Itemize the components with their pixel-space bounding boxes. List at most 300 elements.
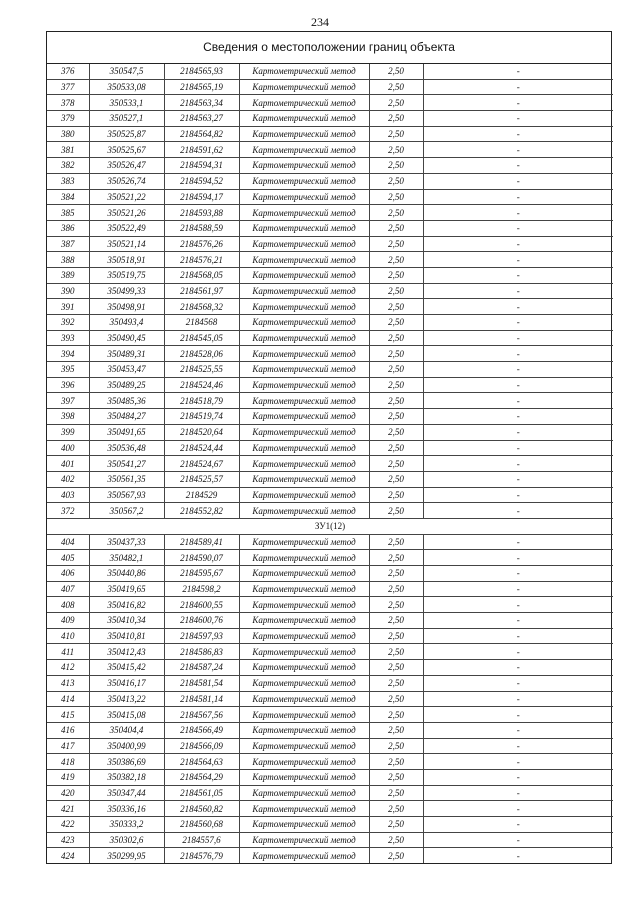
y-coordinate-cell: 2184591,62	[164, 142, 239, 158]
description-cell: -	[423, 581, 613, 597]
point-number-cell: 423	[47, 832, 89, 848]
accuracy-cell: 2,50	[369, 550, 423, 566]
table-row	[47, 597, 613, 613]
accuracy-cell: 2,50	[369, 471, 423, 487]
accuracy-cell: 2,50	[369, 503, 423, 519]
accuracy-cell: 2,50	[369, 534, 423, 550]
point-number-cell: 416	[47, 722, 89, 738]
x-coordinate-cell: 350484,27	[89, 409, 164, 425]
point-number-cell: 391	[47, 299, 89, 315]
y-coordinate-cell: 2184565,19	[164, 79, 239, 95]
point-number-cell: 390	[47, 283, 89, 299]
y-coordinate-cell: 2184524,46	[164, 377, 239, 393]
table-row	[47, 158, 613, 174]
x-coordinate-cell: 350521,22	[89, 189, 164, 205]
accuracy-cell: 2,50	[369, 785, 423, 801]
method-cell: Картометрический метод	[239, 566, 369, 582]
description-cell: -	[423, 471, 613, 487]
y-coordinate-cell: 2184587,24	[164, 660, 239, 676]
x-coordinate-cell: 350482,1	[89, 550, 164, 566]
y-coordinate-cell: 2184564,82	[164, 126, 239, 142]
table-row	[47, 754, 613, 770]
y-coordinate-cell: 2184564,63	[164, 754, 239, 770]
method-cell: Картометрический метод	[239, 236, 369, 252]
accuracy-cell: 2,50	[369, 566, 423, 582]
accuracy-cell: 2,50	[369, 205, 423, 221]
y-coordinate-cell: 2184565,93	[164, 64, 239, 79]
table-row	[47, 738, 613, 754]
accuracy-cell: 2,50	[369, 142, 423, 158]
y-coordinate-cell: 2184576,26	[164, 236, 239, 252]
description-cell: -	[423, 220, 613, 236]
point-number-cell: 419	[47, 769, 89, 785]
table-row	[47, 503, 613, 519]
x-coordinate-cell: 350382,18	[89, 769, 164, 785]
table-row	[47, 456, 613, 472]
table-row	[47, 785, 613, 801]
table-row	[47, 189, 613, 205]
x-coordinate-cell: 350410,34	[89, 613, 164, 629]
table-row	[47, 424, 613, 440]
x-coordinate-cell: 350416,82	[89, 597, 164, 613]
point-number-cell: 401	[47, 456, 89, 472]
accuracy-cell: 2,50	[369, 409, 423, 425]
accuracy-cell: 2,50	[369, 111, 423, 127]
x-coordinate-cell: 350416,17	[89, 675, 164, 691]
x-coordinate-cell: 350386,69	[89, 754, 164, 770]
point-number-cell: 408	[47, 597, 89, 613]
description-cell: -	[423, 158, 613, 174]
y-coordinate-cell: 2184568,05	[164, 267, 239, 283]
accuracy-cell: 2,50	[369, 64, 423, 79]
y-coordinate-cell: 2184581,54	[164, 675, 239, 691]
method-cell: Картометрический метод	[239, 267, 369, 283]
method-cell: Картометрический метод	[239, 832, 369, 848]
y-coordinate-cell: 2184581,14	[164, 691, 239, 707]
y-coordinate-cell: 2184545,05	[164, 330, 239, 346]
method-cell: Картометрический метод	[239, 503, 369, 519]
method-cell: Картометрический метод	[239, 126, 369, 142]
y-coordinate-cell: 2184561,05	[164, 785, 239, 801]
point-number-cell: 424	[47, 848, 89, 863]
y-coordinate-cell: 2184518,79	[164, 393, 239, 409]
point-number-cell: 388	[47, 252, 89, 268]
accuracy-cell: 2,50	[369, 628, 423, 644]
x-coordinate-cell: 350521,26	[89, 205, 164, 221]
accuracy-cell: 2,50	[369, 252, 423, 268]
x-coordinate-cell: 350347,44	[89, 785, 164, 801]
y-coordinate-cell: 2184552,82	[164, 503, 239, 519]
accuracy-cell: 2,50	[369, 801, 423, 817]
table-row	[47, 550, 613, 566]
table-row	[47, 801, 613, 817]
y-coordinate-cell: 2184563,34	[164, 95, 239, 111]
table-row	[47, 628, 613, 644]
description-cell: -	[423, 95, 613, 111]
method-cell: Картометрический метод	[239, 283, 369, 299]
point-number-cell: 411	[47, 644, 89, 660]
point-number-cell: 406	[47, 566, 89, 582]
x-coordinate-cell: 350519,75	[89, 267, 164, 283]
method-cell: Картометрический метод	[239, 362, 369, 378]
point-number-cell: 383	[47, 173, 89, 189]
x-coordinate-cell: 350491,65	[89, 424, 164, 440]
y-coordinate-cell: 2184600,76	[164, 613, 239, 629]
x-coordinate-cell: 350419,65	[89, 581, 164, 597]
point-number-cell: 372	[47, 503, 89, 519]
table-row	[47, 252, 613, 268]
method-cell: Картометрический метод	[239, 707, 369, 723]
point-number-cell: 381	[47, 142, 89, 158]
x-coordinate-cell: 350526,74	[89, 173, 164, 189]
accuracy-cell: 2,50	[369, 675, 423, 691]
x-coordinate-cell: 350536,48	[89, 440, 164, 456]
table-row	[47, 330, 613, 346]
x-coordinate-cell: 350299,95	[89, 848, 164, 863]
table-row	[47, 267, 613, 283]
table-row	[47, 126, 613, 142]
method-cell: Картометрический метод	[239, 79, 369, 95]
table-row	[47, 566, 613, 582]
description-cell: -	[423, 738, 613, 754]
x-coordinate-cell: 350413,22	[89, 691, 164, 707]
point-number-cell: 404	[47, 534, 89, 550]
point-number-cell: 412	[47, 660, 89, 676]
x-coordinate-cell: 350437,33	[89, 534, 164, 550]
method-cell: Картометрический метод	[239, 189, 369, 205]
point-number-cell: 384	[47, 189, 89, 205]
x-coordinate-cell: 350489,31	[89, 346, 164, 362]
x-coordinate-cell: 350526,47	[89, 158, 164, 174]
y-coordinate-cell: 2184529	[164, 487, 239, 503]
x-coordinate-cell: 350499,33	[89, 283, 164, 299]
x-coordinate-cell: 350302,6	[89, 832, 164, 848]
table-row	[47, 142, 613, 158]
y-coordinate-cell: 2184586,83	[164, 644, 239, 660]
method-cell: Картометрический метод	[239, 64, 369, 79]
description-cell: -	[516, 850, 520, 861]
x-coordinate-cell: 350525,87	[89, 126, 164, 142]
table-row	[47, 660, 613, 676]
description-cell: -	[423, 346, 613, 362]
table-row	[47, 346, 613, 362]
point-number-cell: 393	[47, 330, 89, 346]
description-cell: -	[423, 252, 613, 268]
y-coordinate-cell: 2184519,74	[164, 409, 239, 425]
description-cell: -	[423, 550, 613, 566]
accuracy-cell: 2,50	[369, 267, 423, 283]
x-coordinate-cell: 350333,2	[89, 817, 164, 833]
accuracy-cell: 2,50	[369, 79, 423, 95]
accuracy-cell: 2,50	[369, 236, 423, 252]
method-cell: Картометрический метод	[239, 628, 369, 644]
method-cell: Картометрический метод	[239, 801, 369, 817]
accuracy-cell: 2,50	[369, 487, 423, 503]
table-row	[47, 409, 613, 425]
point-number-cell: 378	[47, 95, 89, 111]
description-cell: -	[423, 424, 613, 440]
x-coordinate-cell: 350415,08	[89, 707, 164, 723]
accuracy-cell: 2,50	[369, 330, 423, 346]
table-row	[47, 769, 613, 785]
accuracy-cell: 2,50	[369, 424, 423, 440]
table-row	[47, 236, 613, 252]
x-coordinate-cell: 350490,45	[89, 330, 164, 346]
x-coordinate-cell: 350567,93	[89, 487, 164, 503]
description-cell: -	[423, 832, 613, 848]
description-cell: -	[423, 267, 613, 283]
page-number: 234	[311, 15, 329, 29]
table-row	[47, 691, 613, 707]
accuracy-cell: 2,50	[369, 173, 423, 189]
y-coordinate-cell: 2184567,56	[164, 707, 239, 723]
point-number-cell: 399	[47, 424, 89, 440]
description-cell: -	[423, 503, 613, 519]
y-coordinate-cell: 2184576,79	[164, 848, 239, 863]
accuracy-cell: 2,50	[369, 832, 423, 848]
method-cell: Картометрический метод	[239, 487, 369, 503]
x-coordinate-cell: 350533,1	[89, 95, 164, 111]
description-cell: -	[423, 64, 613, 79]
accuracy-cell: 2,50	[369, 362, 423, 378]
y-coordinate-cell: 2184588,59	[164, 220, 239, 236]
description-cell: -	[423, 817, 613, 833]
description-cell: -	[423, 393, 613, 409]
method-cell: Картометрический метод	[239, 738, 369, 754]
point-number-cell: 422	[47, 817, 89, 833]
table-row	[47, 471, 613, 487]
method-cell: Картометрический метод	[239, 769, 369, 785]
method-cell: Картометрический метод	[239, 111, 369, 127]
x-coordinate-cell: 350485,36	[89, 393, 164, 409]
table-row	[47, 173, 613, 189]
y-coordinate-cell: 2184560,68	[164, 817, 239, 833]
point-number-cell: 376	[47, 64, 89, 79]
accuracy-cell: 2,50	[369, 315, 423, 331]
accuracy-cell: 2,50	[369, 189, 423, 205]
description-cell: -	[423, 126, 613, 142]
point-number-cell: 396	[47, 377, 89, 393]
y-coordinate-cell: 2184568	[164, 315, 239, 331]
method-cell: Картометрический метод	[239, 393, 369, 409]
method-cell: Картометрический метод	[239, 299, 369, 315]
coordinates-table	[47, 64, 613, 863]
method-cell: Картометрический метод	[239, 644, 369, 660]
accuracy-cell: 2,50	[369, 283, 423, 299]
accuracy-cell: 2,50	[369, 126, 423, 142]
table-row	[47, 487, 613, 503]
point-number-cell: 395	[47, 362, 89, 378]
description-cell: -	[423, 644, 613, 660]
y-coordinate-cell: 2184598,2	[164, 581, 239, 597]
description-cell: -	[423, 79, 613, 95]
description-cell: -	[423, 675, 613, 691]
coordinates-table-body	[47, 64, 613, 863]
accuracy-cell: 2,50	[369, 377, 423, 393]
x-coordinate-cell: 350410,81	[89, 628, 164, 644]
method-cell: Картометрический метод	[239, 817, 369, 833]
method-cell: Картометрический метод	[239, 424, 369, 440]
table-row	[47, 848, 613, 863]
table-row	[47, 111, 613, 127]
table-row	[47, 534, 613, 550]
accuracy-cell: 2,50	[369, 299, 423, 315]
x-coordinate-cell: 350489,25	[89, 377, 164, 393]
x-coordinate-cell: 350415,42	[89, 660, 164, 676]
accuracy-cell: 2,50	[369, 346, 423, 362]
description-cell: -	[423, 613, 613, 629]
accuracy-cell: 2,50	[369, 644, 423, 660]
method-cell: Картометрический метод	[239, 440, 369, 456]
accuracy-cell: 2,50	[369, 456, 423, 472]
table-row	[47, 817, 613, 833]
description-cell: -	[423, 597, 613, 613]
table-row	[47, 299, 613, 315]
method-cell: Картометрический метод	[239, 754, 369, 770]
point-number-cell: 407	[47, 581, 89, 597]
accuracy-cell: 2,50	[369, 769, 423, 785]
point-number-cell: 400	[47, 440, 89, 456]
x-coordinate-cell: 350521,14	[89, 236, 164, 252]
y-coordinate-cell: 2184576,21	[164, 252, 239, 268]
y-coordinate-cell: 2184561,97	[164, 283, 239, 299]
table-row	[47, 377, 613, 393]
method-cell: Картометрический метод	[239, 95, 369, 111]
y-coordinate-cell: 2184525,57	[164, 471, 239, 487]
accuracy-cell: 2,50	[369, 440, 423, 456]
method-cell: Картометрический метод	[239, 409, 369, 425]
description-cell: -	[423, 377, 613, 393]
description-cell: -	[423, 628, 613, 644]
section-label: ЗУ1(12)	[47, 518, 613, 534]
description-cell: -	[423, 362, 613, 378]
accuracy-cell: 2,50	[369, 691, 423, 707]
x-coordinate-cell: 350533,08	[89, 79, 164, 95]
x-coordinate-cell: 350547,5	[89, 64, 164, 79]
method-cell: Картометрический метод	[239, 205, 369, 221]
method-cell: Картометрический метод	[239, 158, 369, 174]
point-number-cell: 385	[47, 205, 89, 221]
method-cell: Картометрический метод	[239, 173, 369, 189]
table-row	[47, 722, 613, 738]
accuracy-cell: 2,50	[369, 613, 423, 629]
point-number-cell: 402	[47, 471, 89, 487]
y-coordinate-cell: 2184563,27	[164, 111, 239, 127]
point-number-cell: 386	[47, 220, 89, 236]
table-row	[47, 675, 613, 691]
y-coordinate-cell: 2184525,55	[164, 362, 239, 378]
y-coordinate-cell: 2184594,52	[164, 173, 239, 189]
table-row	[47, 205, 613, 221]
table-row	[47, 362, 613, 378]
coordinates-sheet	[46, 31, 612, 864]
method-cell: Картометрический метод	[239, 675, 369, 691]
x-coordinate-cell: 350400,99	[89, 738, 164, 754]
description-cell: -	[423, 754, 613, 770]
y-coordinate-cell: 2184524,44	[164, 440, 239, 456]
y-coordinate-cell: 2184568,32	[164, 299, 239, 315]
point-number-cell: 382	[47, 158, 89, 174]
description-cell: -	[423, 330, 613, 346]
description-cell: -	[423, 236, 613, 252]
method-cell: Картометрический метод	[239, 456, 369, 472]
method-cell: Картометрический метод	[239, 660, 369, 676]
method-cell: Картометрический метод	[239, 315, 369, 331]
accuracy-cell: 2,50	[369, 722, 423, 738]
x-coordinate-cell: 350522,49	[89, 220, 164, 236]
y-coordinate-cell: 2184589,41	[164, 534, 239, 550]
point-number-cell: 392	[47, 315, 89, 331]
table-row	[47, 613, 613, 629]
description-cell: -	[423, 566, 613, 582]
point-number-cell: 405	[47, 550, 89, 566]
method-cell: Картометрический метод	[239, 346, 369, 362]
table-row	[47, 707, 613, 723]
point-number-cell: 394	[47, 346, 89, 362]
method-cell: Картометрический метод	[239, 581, 369, 597]
point-number-cell: 417	[47, 738, 89, 754]
x-coordinate-cell: 350527,1	[89, 111, 164, 127]
description-cell: -	[423, 722, 613, 738]
x-coordinate-cell: 350453,47	[89, 362, 164, 378]
accuracy-cell: 2,50	[369, 738, 423, 754]
table-row	[47, 644, 613, 660]
method-cell: Картометрический метод	[239, 471, 369, 487]
description-cell: -	[423, 456, 613, 472]
description-cell: -	[423, 299, 613, 315]
accuracy-cell: 2,50	[369, 95, 423, 111]
y-coordinate-cell: 2184560,82	[164, 801, 239, 817]
point-number-cell: 379	[47, 111, 89, 127]
x-coordinate-cell: 350412,43	[89, 644, 164, 660]
table-row	[47, 64, 613, 79]
y-coordinate-cell: 2184600,55	[164, 597, 239, 613]
description-cell: -	[423, 111, 613, 127]
point-number-cell: 403	[47, 487, 89, 503]
y-coordinate-cell: 2184594,31	[164, 158, 239, 174]
point-number-cell: 377	[47, 79, 89, 95]
y-coordinate-cell: 2184524,67	[164, 456, 239, 472]
x-coordinate-cell: 350567,2	[89, 503, 164, 519]
point-number-cell: 414	[47, 691, 89, 707]
description-cell: -	[423, 189, 613, 205]
description-cell: -	[423, 660, 613, 676]
table-row	[47, 220, 613, 236]
point-number-cell: 380	[47, 126, 89, 142]
point-number-cell: 397	[47, 393, 89, 409]
accuracy-cell: 2,50	[369, 817, 423, 833]
method-cell: Картометрический метод	[239, 252, 369, 268]
point-number-cell: 415	[47, 707, 89, 723]
description-cell: -	[423, 487, 613, 503]
sheet-title: Сведения о местоположении границ объекта	[47, 32, 611, 64]
accuracy-cell: 2,50	[369, 393, 423, 409]
y-coordinate-cell: 2184566,09	[164, 738, 239, 754]
description-cell: -	[423, 785, 613, 801]
table-row	[47, 283, 613, 299]
table-row	[47, 95, 613, 111]
description-cell: -	[423, 205, 613, 221]
y-coordinate-cell: 2184590,07	[164, 550, 239, 566]
accuracy-cell: 2,50	[369, 158, 423, 174]
x-coordinate-cell: 350525,67	[89, 142, 164, 158]
y-coordinate-cell: 2184566,49	[164, 722, 239, 738]
method-cell: Картометрический метод	[239, 597, 369, 613]
accuracy-cell: 2,50	[369, 848, 423, 863]
method-cell: Картометрический метод	[239, 785, 369, 801]
description-cell: -	[423, 283, 613, 299]
accuracy-cell: 2,50	[369, 707, 423, 723]
